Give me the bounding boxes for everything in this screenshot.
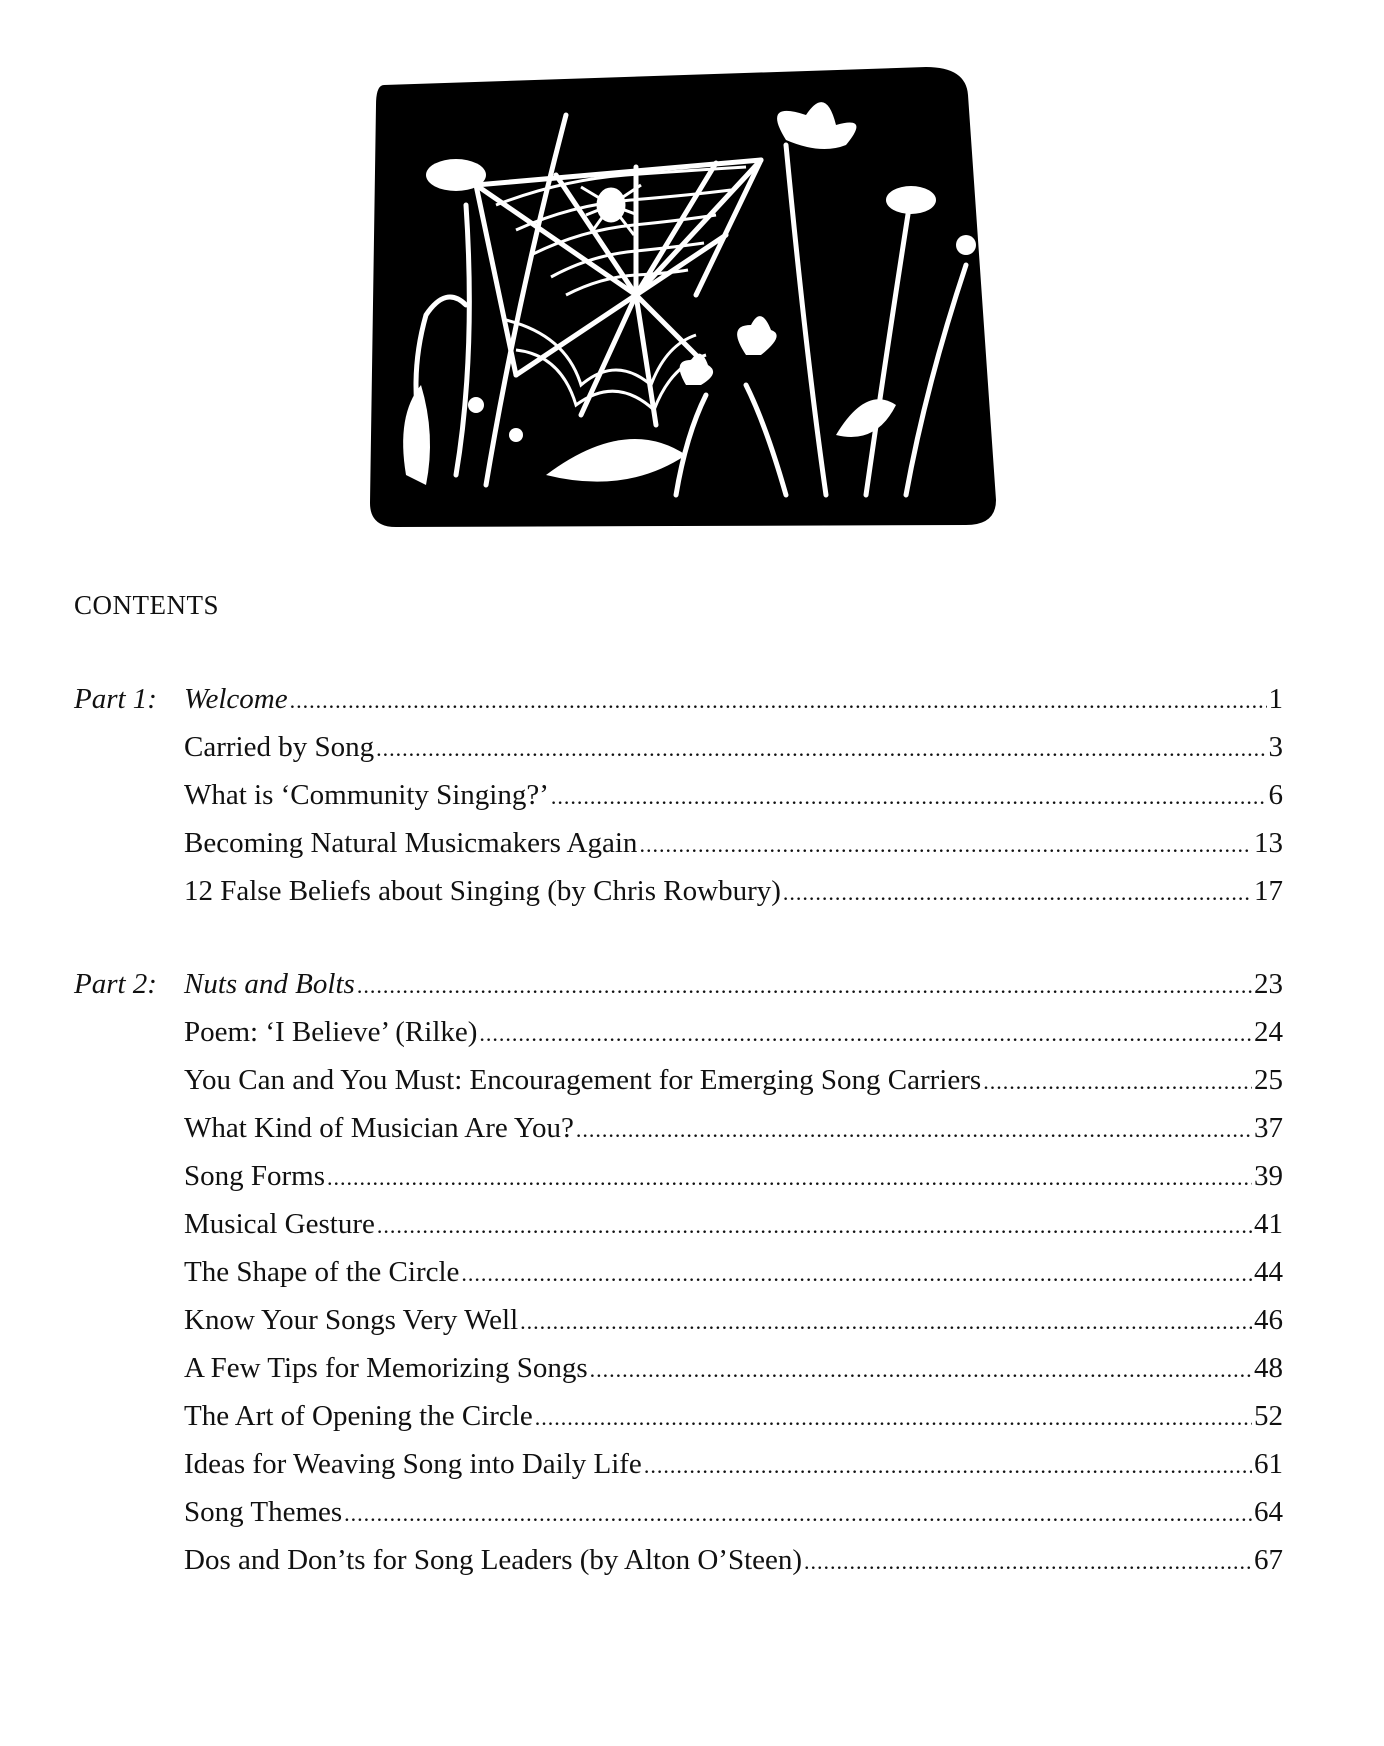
page-number: 41 [1254,1208,1283,1240]
entry-title: Carried by Song [184,731,375,763]
dot-leader [804,1538,1252,1586]
part-label: Part 2: [74,968,157,1000]
entry-title: Ideas for Weaving Song into Daily Life [184,1448,642,1480]
toc-part-1 [74,675,1283,915]
toc-entry[interactable] [74,1536,1283,1584]
dot-leader [377,1202,1252,1250]
contents-heading: CONTENTS [74,590,219,620]
dot-leader [535,1394,1252,1442]
entry-title: Song Themes [184,1496,343,1528]
dot-leader [590,1346,1252,1394]
entry-title: Song Forms [184,1160,326,1192]
dot-leader [290,677,1267,725]
page-number: 48 [1254,1352,1283,1384]
toc-entry[interactable] [74,1392,1283,1440]
entry-title: Know Your Songs Very Well [184,1304,519,1336]
page-number: 6 [1268,779,1283,811]
page-number: 44 [1254,1256,1283,1288]
page-number: 24 [1254,1016,1283,1048]
page-number: 23 [1254,968,1283,1000]
page-number: 3 [1268,731,1283,763]
toc-entry[interactable] [74,1200,1283,1248]
entry-title: Dos and Don’ts for Song Leaders (by Alton O’Steen) [184,1544,803,1576]
toc-entry[interactable] [74,1248,1283,1296]
page-number: 52 [1254,1400,1283,1432]
dot-leader [520,1298,1252,1346]
page-number: 39 [1254,1160,1283,1192]
toc-entry[interactable] [74,1104,1283,1152]
dot-leader [479,1010,1252,1058]
page-number: 64 [1254,1496,1283,1528]
toc-entry[interactable] [74,960,1283,1008]
entry-title: What is ‘Community Singing?’ [184,779,549,811]
entry-title: A Few Tips for Memorizing Songs [184,1352,588,1384]
entry-title: Musical Gesture [184,1208,375,1240]
entry-title: 12 False Beliefs about Singing (by Chris Rowbury) [184,875,781,907]
toc-entry[interactable] [74,1056,1283,1104]
toc-entry[interactable] [74,723,1283,771]
page-number: 17 [1254,875,1283,907]
toc-entry[interactable] [74,867,1283,915]
entry-title: The Shape of the Circle [184,1256,460,1288]
toc-entry[interactable] [74,1296,1283,1344]
dot-leader [461,1250,1252,1298]
toc-entry[interactable] [74,1008,1283,1056]
dot-leader [344,1490,1252,1538]
entry-title: Welcome [184,683,288,715]
dot-leader [644,1442,1252,1490]
dot-leader [639,821,1252,869]
page-number: 61 [1254,1448,1283,1480]
page-number: 37 [1254,1112,1283,1144]
dot-leader [783,869,1252,917]
toc-entry[interactable] [74,819,1283,867]
toc-entry[interactable] [74,1344,1283,1392]
part-label: Part 1: [74,683,157,715]
entry-title: Poem: ‘I Believe’ (Rilke) [184,1016,478,1048]
entry-title: Nuts and Bolts [184,968,355,1000]
toc-entry[interactable] [74,1488,1283,1536]
entry-title: Becoming Natural Musicmakers Again [184,827,638,859]
toc-entry[interactable] [74,1152,1283,1200]
spiderweb-papercut-illustration [366,55,1002,530]
page-number: 25 [1254,1064,1283,1096]
dot-leader [376,725,1266,773]
dot-leader [327,1154,1252,1202]
dot-leader [551,773,1267,821]
toc-entry[interactable] [74,771,1283,819]
dot-leader [357,962,1252,1010]
page-number: 67 [1254,1544,1283,1576]
entry-title: The Art of Opening the Circle [184,1400,533,1432]
toc-entry[interactable] [74,675,1283,723]
toc-entry[interactable] [74,1440,1283,1488]
page-number: 46 [1254,1304,1283,1336]
dot-leader [576,1106,1252,1154]
page-number: 13 [1254,827,1283,859]
entry-title: What Kind of Musician Are You? [184,1112,574,1144]
entry-title: You Can and You Must: Encouragement for Emerging Song Carriers [184,1064,982,1096]
page-number: 1 [1268,683,1283,715]
toc-part-2 [74,960,1283,1584]
dot-leader [983,1058,1252,1106]
